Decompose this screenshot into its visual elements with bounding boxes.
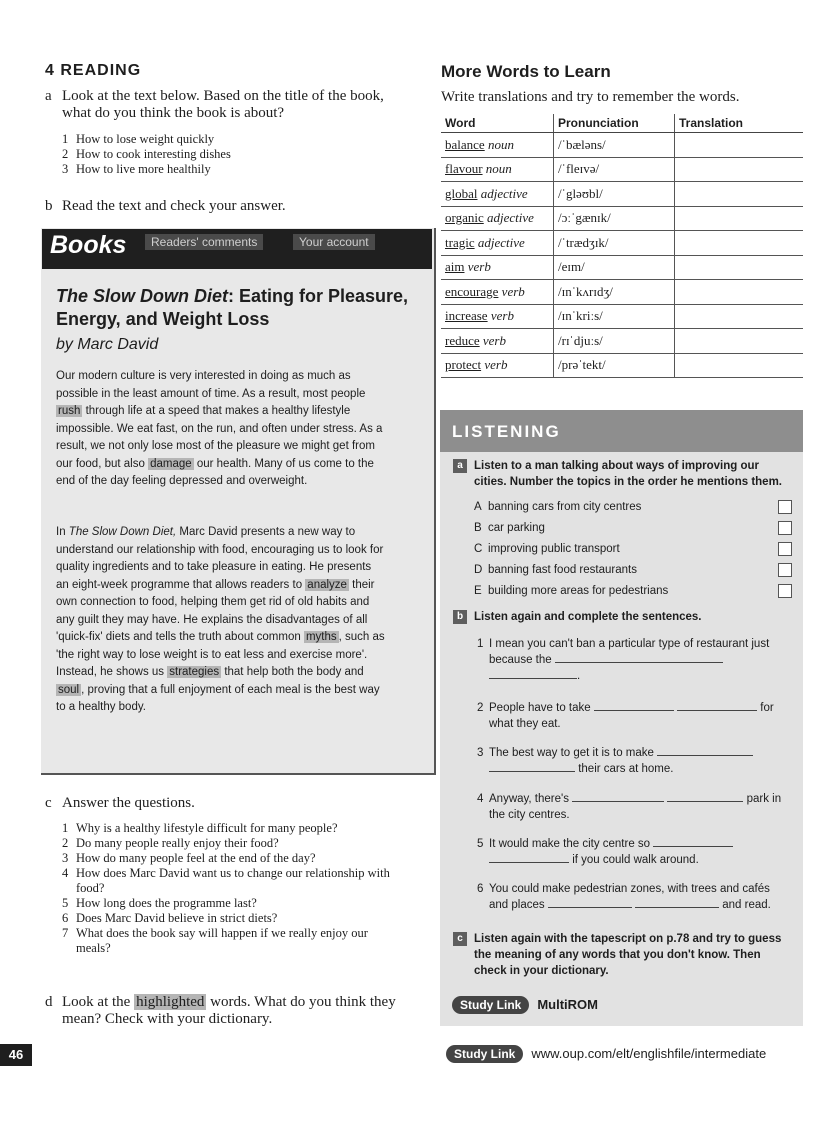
text: and read. xyxy=(722,899,771,911)
topic-list xyxy=(474,496,792,601)
pronunciation-cell: /prəˈtekt/ xyxy=(554,353,675,378)
studylink-badge: Study Link xyxy=(446,1045,523,1063)
sentence-1: 1 I mean you can't ban a particular type of restaurant just because the . xyxy=(477,638,770,682)
question-text: Why is a healthy lifestyle difficult for many people? xyxy=(76,821,338,835)
list-item: 4 How does Marc David want us to change our relationship with food? xyxy=(62,866,397,896)
table-row xyxy=(441,182,803,207)
text: The best way to get it is to make xyxy=(489,747,654,759)
table-header-row xyxy=(441,114,803,133)
part-of-speech: noun xyxy=(485,161,512,177)
exercise-a-text: Look at the text below. Based on the title of the book, what do you think the book is about? xyxy=(62,88,384,121)
exercise-c-text: Answer the questions. xyxy=(62,795,195,811)
word-cell xyxy=(441,182,554,207)
text: their cars at home. xyxy=(578,763,674,775)
topic-item xyxy=(474,538,792,559)
sentence-number: 3 xyxy=(477,747,484,759)
translation-cell[interactable] xyxy=(675,255,804,280)
pronunciation-cell: /eɪm/ xyxy=(554,255,675,280)
exercise-label-a: a xyxy=(453,459,467,473)
word-cell xyxy=(441,353,554,378)
topic-text: banning fast food restaurants xyxy=(488,563,637,576)
reading-heading xyxy=(45,62,141,80)
text: the city centres. xyxy=(489,809,570,821)
part-of-speech: verb xyxy=(501,283,525,299)
topic-letter: E xyxy=(474,584,482,597)
topic-item xyxy=(474,559,792,580)
tab-readers-comments[interactable]: Readers' comments xyxy=(145,234,263,250)
listening-c-instruction: Listen again with the tapescript on p.78 and try to guess the meaning of any words that you don't know. Then check in your dictionary. xyxy=(474,933,782,977)
vocabulary-table xyxy=(441,114,803,378)
answer-blank[interactable] xyxy=(594,700,674,711)
sentence-number: 5 xyxy=(477,838,484,850)
word-cell xyxy=(441,255,554,280)
table-row xyxy=(441,157,803,182)
word: organic xyxy=(445,210,484,226)
translation-cell[interactable] xyxy=(675,329,804,354)
question-text: How do many people feel at the end of the day? xyxy=(76,851,316,865)
words-instruction: Write translations and try to remember the words. xyxy=(441,89,740,105)
text: , proving that a full enjoyment of each meal is the best way to a healthy body. xyxy=(56,683,380,713)
text: that help both the body and xyxy=(224,666,364,678)
pronunciation-cell: /ˈgləʊbl/ xyxy=(554,182,675,207)
comprehension-questions xyxy=(62,821,397,956)
word: encourage xyxy=(445,283,499,299)
option-text: How to lose weight quickly xyxy=(76,132,215,146)
words-heading: More Words to Learn xyxy=(441,62,611,81)
list-item: 1 How to lose weight quickly xyxy=(62,132,215,146)
highlighted-word: myths xyxy=(305,631,337,643)
question-text: Do many people really enjoy their food? xyxy=(76,836,279,850)
question-text: Does Marc David believe in strict diets? xyxy=(76,911,278,925)
sentence-number: 2 xyxy=(477,702,484,714)
number-box[interactable] xyxy=(778,500,792,514)
word: flavour xyxy=(445,161,483,177)
text: Look at the xyxy=(62,994,131,1010)
exercise-b-text: Read the text and check your answer. xyxy=(62,198,286,214)
topic-item xyxy=(474,517,792,538)
topic-text: improving public transport xyxy=(488,542,620,555)
exercise-b-letter: b xyxy=(45,198,53,214)
translation-cell[interactable] xyxy=(675,206,804,231)
table-row xyxy=(441,304,803,329)
book-paragraph-2 xyxy=(56,524,386,717)
studylink-multirom[interactable] xyxy=(452,996,598,1014)
col-word: Word xyxy=(441,114,554,133)
word-cell xyxy=(441,206,554,231)
text: In xyxy=(56,526,66,538)
topic-text: banning cars from city centres xyxy=(488,500,642,513)
question-text: What does the book say will happen if we really enjoy our meals? xyxy=(76,926,368,955)
table-row xyxy=(441,353,803,378)
text: words. What do you think they mean? Check with your dictionary. xyxy=(62,994,396,1027)
sentence-number: 4 xyxy=(477,793,484,805)
footer-url[interactable]: www.oup.com/elt/englishfile/intermediate xyxy=(531,1046,767,1061)
sentence-3 xyxy=(477,745,797,777)
text: People have to take xyxy=(489,702,591,714)
text: their own connection to food, helping them get rid of old habits and any guilt they may have. He explains the disadvantages of all 'quick-fix' diets and tells the truth about common xyxy=(56,578,375,643)
section-title: READING xyxy=(60,62,142,79)
topic-letter: D xyxy=(474,563,483,576)
translation-cell[interactable] xyxy=(675,231,804,256)
translation-cell[interactable] xyxy=(675,280,804,305)
word-cell xyxy=(441,231,554,256)
number-box[interactable] xyxy=(778,542,792,556)
page-number: 46 xyxy=(0,1044,32,1066)
listening-b-instruction: Listen again and complete the sentences. xyxy=(474,611,702,623)
word: aim xyxy=(445,259,465,275)
list-item: 3 How to live more healthily xyxy=(62,162,211,176)
topic-letter: B xyxy=(474,521,482,534)
list-item: 7 What does the book say will happen if we really enjoy our meals? xyxy=(62,926,397,956)
sentence-6 xyxy=(477,881,797,913)
translation-cell[interactable] xyxy=(675,157,804,182)
text: Marc David presents a new way to understand our relationship with food, encouraging us to look for quality ingredients and to take pleasure in eating. He presents an eight-week programme that allows readers to xyxy=(56,526,384,591)
book-author: by Marc David xyxy=(56,336,159,353)
text: You could make pedestrian zones, with trees and cafés xyxy=(489,883,770,895)
book-title-inline: The Slow Down Diet, xyxy=(68,526,177,538)
book-title xyxy=(56,285,416,331)
answer-blank[interactable] xyxy=(657,745,753,756)
sentence-2 xyxy=(477,700,797,732)
text: our health. Many of us come to the end of the day feeling depressed and overweight. xyxy=(56,457,374,487)
sentence-number: 6 xyxy=(477,883,484,895)
answer-blank[interactable] xyxy=(489,761,575,772)
topic-item xyxy=(474,496,792,517)
translation-cell[interactable] xyxy=(675,133,804,158)
highlighted-word: damage xyxy=(150,457,192,470)
highlighted-word: highlighted xyxy=(136,994,205,1010)
answer-blank[interactable] xyxy=(489,852,569,863)
text: because the xyxy=(489,654,552,666)
answer-blank[interactable] xyxy=(635,897,719,908)
exercise-c-letter: c xyxy=(45,795,52,811)
answer-blank[interactable] xyxy=(572,791,664,802)
answer-blank[interactable] xyxy=(555,652,723,663)
text: if you could walk around. xyxy=(572,854,699,866)
list-item: 2 How to cook interesting dishes xyxy=(62,147,231,161)
question-text: How does Marc David want us to change our relationship with food? xyxy=(76,866,390,895)
word-cell xyxy=(441,280,554,305)
exercise-a-letter: a xyxy=(45,88,52,104)
text: and places xyxy=(489,899,545,911)
text: through life at a speed that makes a healthy lifestyle impossible. We eat fast, on the run, and often under stress. As a result, we not only lose most of the pleasure we might get from our food, but also xyxy=(56,405,383,470)
table-row xyxy=(441,329,803,354)
table-row xyxy=(441,133,803,158)
part-of-speech: verb xyxy=(467,259,491,275)
word: balance xyxy=(445,136,485,152)
listening-a-instruction: Listen to a man talking about ways of improving our cities. Number the topics in the order he mentions them. xyxy=(474,460,782,488)
list-item: 6 Does Marc David believe in strict diets? xyxy=(62,911,278,925)
text: for xyxy=(760,702,774,714)
part-of-speech: adjective xyxy=(480,185,528,201)
highlighted-word: soul xyxy=(58,683,80,696)
text: It would make the city centre so xyxy=(489,838,651,850)
exercise-d-letter: d xyxy=(45,994,53,1010)
list-item: 1 Why is a healthy lifestyle difficult for many people? xyxy=(62,821,338,835)
translation-cell[interactable] xyxy=(675,182,804,207)
answer-blank[interactable] xyxy=(667,791,743,802)
listening-title: LISTENING xyxy=(452,422,561,441)
section-number: 4 xyxy=(45,62,55,79)
book-title-subtitle: : Eating for Pleasure, Energy, and Weight Loss xyxy=(56,286,409,329)
tab-your-account[interactable]: Your account xyxy=(293,234,375,250)
text: what they eat. xyxy=(489,718,561,730)
part-of-speech: verb xyxy=(482,332,506,348)
vocabulary-rows xyxy=(441,133,803,378)
table-row xyxy=(441,280,803,305)
word: reduce xyxy=(445,332,480,348)
word-cell xyxy=(441,157,554,182)
word: protect xyxy=(445,357,482,373)
word-cell xyxy=(441,133,554,158)
number-box[interactable] xyxy=(778,584,792,598)
sentence-number: 1 xyxy=(477,638,484,650)
highlighted-word: rush xyxy=(58,405,81,417)
topic-text: car parking xyxy=(488,521,545,534)
answer-blank[interactable] xyxy=(489,668,577,679)
answer-blank[interactable] xyxy=(677,700,757,711)
col-pronunciation: Pronunciation xyxy=(554,114,675,133)
topic-letter: C xyxy=(474,542,483,555)
highlighted-word: analyze xyxy=(307,578,347,591)
word: increase xyxy=(445,308,488,324)
option-text: How to cook interesting dishes xyxy=(76,147,231,161)
pronunciation-cell: /ɪnˈkʌrɪdʒ/ xyxy=(554,280,675,305)
part-of-speech: noun xyxy=(487,136,514,152)
list-item: 5 How long does the programme last? xyxy=(62,896,257,910)
book-title-main: The Slow Down Diet xyxy=(56,286,229,306)
topic-text: building more areas for pedestrians xyxy=(488,584,669,597)
pronunciation-cell: /rɪˈdjuːs/ xyxy=(554,329,675,354)
col-translation: Translation xyxy=(675,114,804,133)
option-text: How to live more healthily xyxy=(76,162,211,176)
question-text: How long does the programme last? xyxy=(76,896,257,910)
books-logo: Books xyxy=(50,231,127,259)
word-cell xyxy=(441,304,554,329)
text: park in xyxy=(746,793,782,805)
pronunciation-cell: /ˈbæləns/ xyxy=(554,133,675,158)
studylink-badge: Study Link xyxy=(452,996,529,1014)
footer-studylink[interactable] xyxy=(446,1045,766,1063)
number-box[interactable] xyxy=(778,563,792,577)
pronunciation-cell: /ˈtrædʒɪk/ xyxy=(554,231,675,256)
part-of-speech: verb xyxy=(484,357,508,373)
table-row xyxy=(441,206,803,231)
book-paragraph-1 xyxy=(56,368,386,491)
highlighted-word: strategies xyxy=(169,666,220,678)
text: I mean you can't ban a particular type of restaurant just xyxy=(489,638,770,650)
table-row xyxy=(441,231,803,256)
text: Our modern culture is very interested in doing as much as possible in the least amount of time. As a result, most people xyxy=(56,370,366,400)
pronunciation-cell: /ɪnˈkriːs/ xyxy=(554,304,675,329)
sentence-5 xyxy=(477,836,797,868)
number-box[interactable] xyxy=(778,521,792,535)
answer-blank[interactable] xyxy=(548,897,632,908)
topic-item xyxy=(474,580,792,601)
table-row xyxy=(441,255,803,280)
text: , such as 'the right way to lose weight is to eat less and exercise more'. Instead, he shows us xyxy=(56,631,385,678)
pronunciation-cell: /ɔːˈgænɪk/ xyxy=(554,206,675,231)
multirom-label: MultiROM xyxy=(537,997,598,1012)
part-of-speech: adjective xyxy=(487,210,534,226)
text: Anyway, there's xyxy=(489,793,569,805)
answer-blank[interactable] xyxy=(653,836,733,847)
topic-letter: A xyxy=(474,500,482,513)
translation-cell[interactable] xyxy=(675,353,804,378)
word-cell xyxy=(441,329,554,354)
pronunciation-cell: /ˈfleɪvə/ xyxy=(554,157,675,182)
word: global xyxy=(445,185,478,201)
list-item: 3 How do many people feel at the end of the day? xyxy=(62,851,316,865)
exercise-label-b: b xyxy=(453,610,467,624)
list-item: 2 Do many people really enjoy their food? xyxy=(62,836,279,850)
sentence-4 xyxy=(477,791,797,823)
word: tragic xyxy=(445,234,475,250)
exercise-label-c: c xyxy=(453,932,467,946)
exercise-d-text xyxy=(62,994,402,1028)
book-topic-options xyxy=(62,132,392,177)
part-of-speech: verb xyxy=(490,308,514,324)
translation-cell[interactable] xyxy=(675,304,804,329)
part-of-speech: adjective xyxy=(477,234,525,250)
